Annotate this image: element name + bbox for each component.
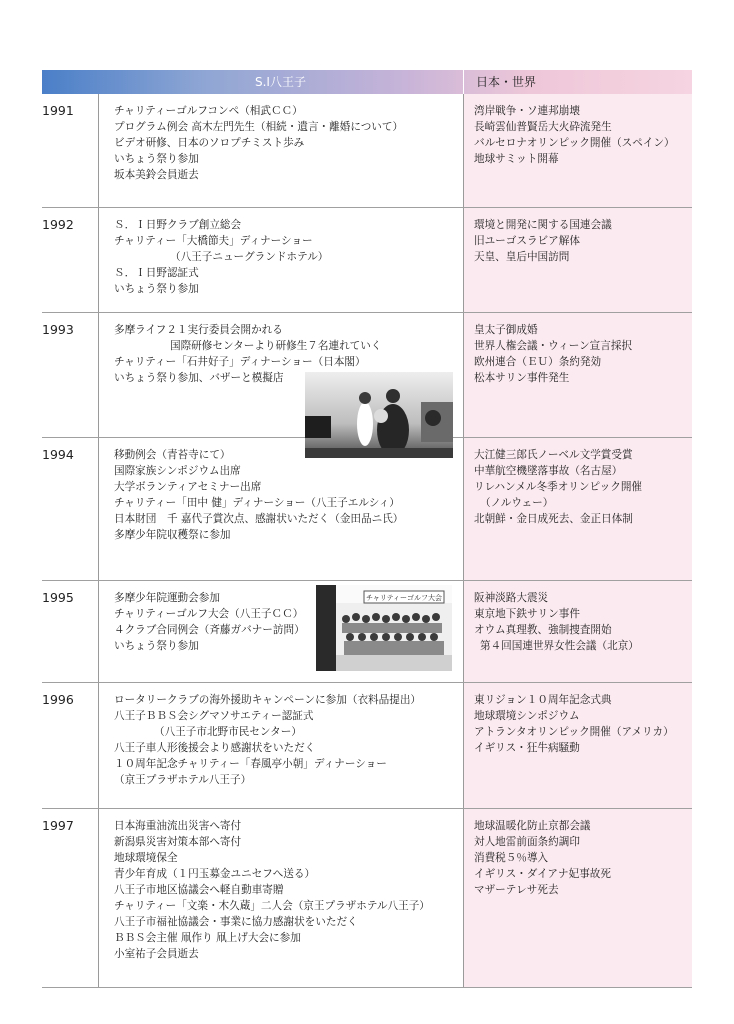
world-item: 大江健三郎氏ノーベル文学賞受賞 <box>474 449 633 461</box>
world-item: 対人地雷前面条約調印 <box>474 836 580 848</box>
event-item: チャリティー「文楽・木久蔵」二人会（京王プラザホテル八王子） <box>114 900 430 912</box>
event-item: 八王子ＢＢＳ会シグマソサエティー認証式 <box>114 710 314 722</box>
world-item: （ノルウェー） <box>480 497 554 509</box>
world-item: イギリス・ダイアナ妃事故死 <box>474 868 611 880</box>
event-item: 国際家族シンポジウム出席 <box>114 465 241 477</box>
event-item: ４クラブ合同例会（斉藤ガバナー訪問） <box>114 624 305 636</box>
column-divider <box>98 809 99 987</box>
world-item: 天皇、皇后中国訪問 <box>474 251 570 263</box>
event-item: いちょう祭り参加、バザーと模擬店 <box>114 372 284 384</box>
world-item: 欧州連合（ＥＵ）条約発効 <box>474 356 602 368</box>
event-item: 青少年育成（１円玉募金ユニセフへ送る） <box>114 868 316 880</box>
column-divider <box>98 438 99 580</box>
world-item: 東京地下鉄サリン事件 <box>474 608 580 620</box>
world-events <box>474 692 688 756</box>
world-item: 長崎雲仙普賢岳大火砕流発生 <box>474 121 612 133</box>
world-item: 湾岸戦争・ソ連邦崩壊 <box>474 105 580 117</box>
si-events <box>114 447 454 543</box>
world-item: 阪神淡路大震災 <box>474 592 549 604</box>
event-item: チャリティーゴルフ大会（八王子ＣＣ） <box>114 608 304 620</box>
event-item: プログラム例会 高木左門先生（相続・遺言・離婚について） <box>114 121 404 133</box>
header-divider <box>463 70 464 94</box>
golf-group-photo <box>316 585 452 671</box>
world-events <box>474 103 688 167</box>
world-item: バルセロナオリンピック開催（スペイン） <box>474 137 675 149</box>
event-item: 坂本美鈴会員逝去 <box>114 169 199 181</box>
world-item: 皇太子御成婚 <box>474 324 538 336</box>
event-item: 多摩少年院収穫祭に参加 <box>114 529 231 541</box>
timeline-page <box>42 70 692 988</box>
event-item: チャリティー「大橋節夫」ディナーショー <box>114 235 313 247</box>
world-item: 世界人権会議・ウィーン宣言採択 <box>474 340 633 352</box>
event-item: ロータリークラブの海外援助キャンペーンに参加（衣料品提出） <box>114 694 422 706</box>
header-japan-world: 日本・世界 <box>476 75 537 89</box>
event-item: ビデオ研修、日本のソロプチミスト歩み <box>114 137 305 149</box>
event-item: チャリティー「石井好子」ディナーショー（日本閣） <box>114 356 366 368</box>
column-divider <box>98 683 99 808</box>
year-label: 1993 <box>42 322 74 337</box>
event-item: チャリティーゴルフコンペ（相武ＣＣ） <box>114 105 303 117</box>
photo-image <box>316 585 452 671</box>
event-item: 多摩少年院運動会参加 <box>114 592 220 604</box>
event-item: 新潟県災害対策本部へ寄付 <box>114 836 242 848</box>
world-events <box>474 818 688 898</box>
si-events <box>114 692 454 788</box>
event-item: 国際研修センターより研修生７名連れていく <box>170 340 382 352</box>
world-item: リレハンメル冬季オリンピック開催 <box>474 481 643 493</box>
world-item: マザーテレサ死去 <box>474 884 559 896</box>
table-row <box>42 809 692 988</box>
event-item: １０周年記念チャリティー「春風亭小朝」ディナーショー <box>114 758 387 770</box>
world-item: 松本サリン事件発生 <box>474 372 570 384</box>
year-label: 1992 <box>42 217 74 232</box>
event-item: （八王子ニューグランドホテル） <box>170 251 329 263</box>
table-row <box>42 683 692 809</box>
event-item: 八王子市福祉協議会・事業に協力感謝状をいただく <box>114 916 358 928</box>
world-item: 地球サミット開幕 <box>474 153 559 165</box>
year-label: 1995 <box>42 590 74 605</box>
banner-text: チャリティーゴルフ大会 <box>365 594 443 602</box>
event-item: 日本財団 千 嘉代子賞次点、感謝状いただく（金田品ニ氏） <box>114 513 404 525</box>
world-item: 消費税５％導入 <box>474 852 549 864</box>
event-item: 移動例会（青苔寺にて） <box>114 449 231 461</box>
world-item: アトランタオリンピック開催（アメリカ） <box>474 726 674 738</box>
si-events <box>114 217 454 297</box>
event-item: 八王子車人形後援会より感謝状をいただく <box>114 742 316 754</box>
table-header <box>42 70 692 94</box>
world-events <box>474 447 688 527</box>
event-item: Ｓ．Ｉ日野認証式 <box>114 267 199 279</box>
table-row <box>42 208 692 313</box>
table-row <box>42 581 692 683</box>
year-label: 1996 <box>42 692 74 707</box>
year-label: 1991 <box>42 103 74 118</box>
table-row <box>42 313 692 438</box>
event-item: （八王子市北野市民センター） <box>154 726 302 738</box>
event-item: ＢＢＳ会主催 凧作り 凧上げ大会に参加 <box>114 932 301 944</box>
si-events <box>114 818 454 962</box>
event-item: いちょう祭り参加 <box>114 153 199 165</box>
world-events <box>474 590 688 654</box>
event-item: 多摩ライフ２１実行委員会開かれる <box>114 324 283 336</box>
event-item: 大学ボランティアセミナー出席 <box>114 481 262 493</box>
world-item: 環境と開発に関する国連会議 <box>474 219 612 231</box>
table-row <box>42 94 692 208</box>
year-label: 1997 <box>42 818 74 833</box>
event-item: Ｓ．Ｉ日野クラブ創立総会 <box>114 219 242 231</box>
timeline-rows <box>42 94 692 988</box>
event-item: いちょう祭り参加 <box>114 640 199 652</box>
world-item: 旧ユーゴスラビア解体 <box>474 235 580 247</box>
event-item: （京王プラザホテル八王子） <box>114 774 252 786</box>
world-item: 地球温暖化防止京都会議 <box>474 820 591 832</box>
world-events <box>474 217 688 265</box>
world-item: オウム真理教、強制捜査開始 <box>474 624 612 636</box>
world-item: 中華航空機墜落事故（名古屋） <box>474 465 623 477</box>
table-row <box>42 438 692 581</box>
world-item: 第４回国連世界女性会議（北京） <box>480 640 639 652</box>
year-label: 1994 <box>42 447 74 462</box>
world-events <box>474 322 688 386</box>
world-item: 地球環境シンポジウム <box>474 710 580 722</box>
event-item: 日本海重油流出災害へ寄付 <box>114 820 242 832</box>
world-item: 東リジョン１０周年記念式典 <box>474 694 612 706</box>
event-item: チャリティー「田中 健」ディナーショー（八王子エルシィ） <box>114 497 400 509</box>
si-events <box>114 103 454 183</box>
column-divider <box>98 313 99 437</box>
event-item: 地球環境保全 <box>114 852 178 864</box>
column-divider <box>98 94 99 207</box>
event-item: いちょう祭り参加 <box>114 283 199 295</box>
event-item: 八王子市地区協議会へ軽自動車寄贈 <box>114 884 284 896</box>
world-item: イギリス・狂牛病騒動 <box>474 742 580 754</box>
column-divider <box>98 208 99 312</box>
header-si-hachioji: S.I八王子 <box>255 75 306 89</box>
column-divider <box>98 581 99 682</box>
world-item: 北朝鮮・金日成死去、金正日体制 <box>474 513 633 525</box>
event-item: 小室祐子会員逝去 <box>114 948 199 960</box>
